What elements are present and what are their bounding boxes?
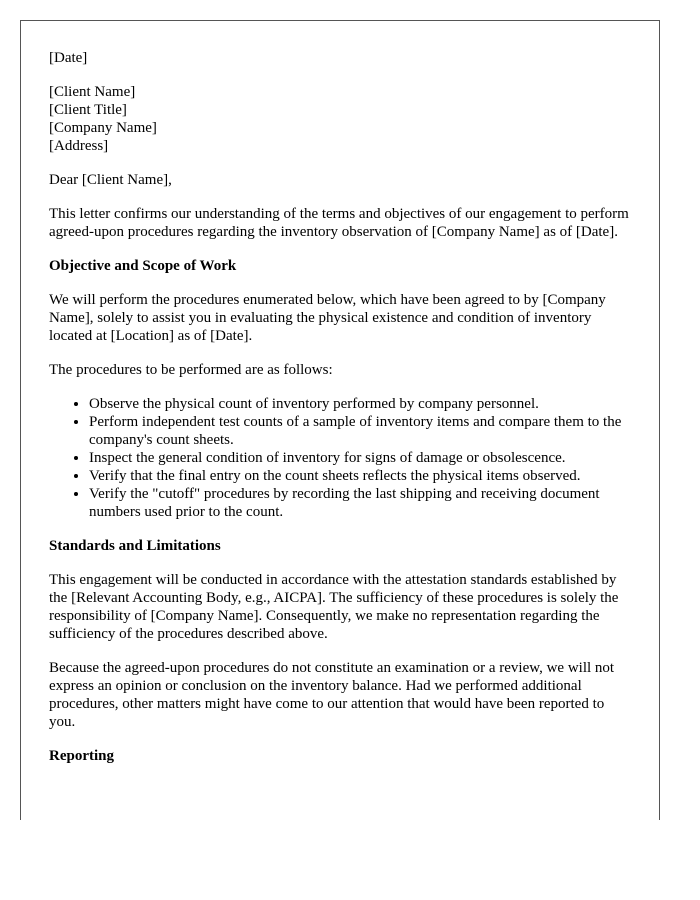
letter-page [20, 20, 660, 820]
procedures-intro: The procedures to be performed are as follows: [49, 362, 333, 378]
list-item: • Verify that the final entry on the count sheets reflects the physical items observed. [89, 467, 633, 485]
list-item: • Perform independent test counts of a sample of inventory items and compare them to the company's count sheets. [89, 413, 633, 449]
intro-paragraph: This letter confirms our understanding of the terms and objectives of our engagement to perform agreed-upon procedures regarding the inventory observation of [Company Name] as of [Date]. [49, 206, 629, 240]
letter-date: [Date] [49, 50, 88, 66]
standards-paragraph-2: Because the agreed-upon procedures do not constitute an examination or a review, we will not express an opinion or conclusion on the inventory balance. Had we performed additional procedures, other matters might have come to our attention that would have been reported to you. [49, 660, 615, 730]
letter-content [49, 49, 633, 781]
procedures-list [49, 395, 633, 521]
objective-heading: Objective and Scope of Work [49, 258, 237, 274]
list-item: • Observe the physical count of inventory performed by company personnel. [89, 395, 633, 413]
address-line: [Address] [49, 138, 109, 154]
client-name-line: [Client Name] [49, 84, 136, 100]
standards-paragraph-1: This engagement will be conducted in accordance with the attestation standards established by the [Relevant Accounting Body, e.g., AICPA]. The sufficiency of these procedures is solely the responsibility of [Company Name]. Consequently, we make no representation regarding the sufficiency of the procedures described above. [49, 572, 619, 642]
list-item: • Inspect the general condition of inventory for signs of damage or obsolescence. [89, 449, 633, 467]
salutation: Dear [Client Name], [49, 172, 172, 188]
client-title-line: [Client Title] [49, 102, 127, 118]
reporting-heading: Reporting [49, 748, 114, 764]
company-name-line: [Company Name] [49, 120, 157, 136]
list-item: • Verify the "cutoff" procedures by recording the last shipping and receiving document numbers used prior to the count. [89, 485, 633, 521]
recipient-address [49, 83, 633, 155]
standards-heading: Standards and Limitations [49, 538, 221, 554]
objective-paragraph: We will perform the procedures enumerated below, which have been agreed to by [Company Name], solely to assist you in evaluating the physical existence and condition of inventory located at [Location] as of [Date]. [49, 292, 606, 344]
